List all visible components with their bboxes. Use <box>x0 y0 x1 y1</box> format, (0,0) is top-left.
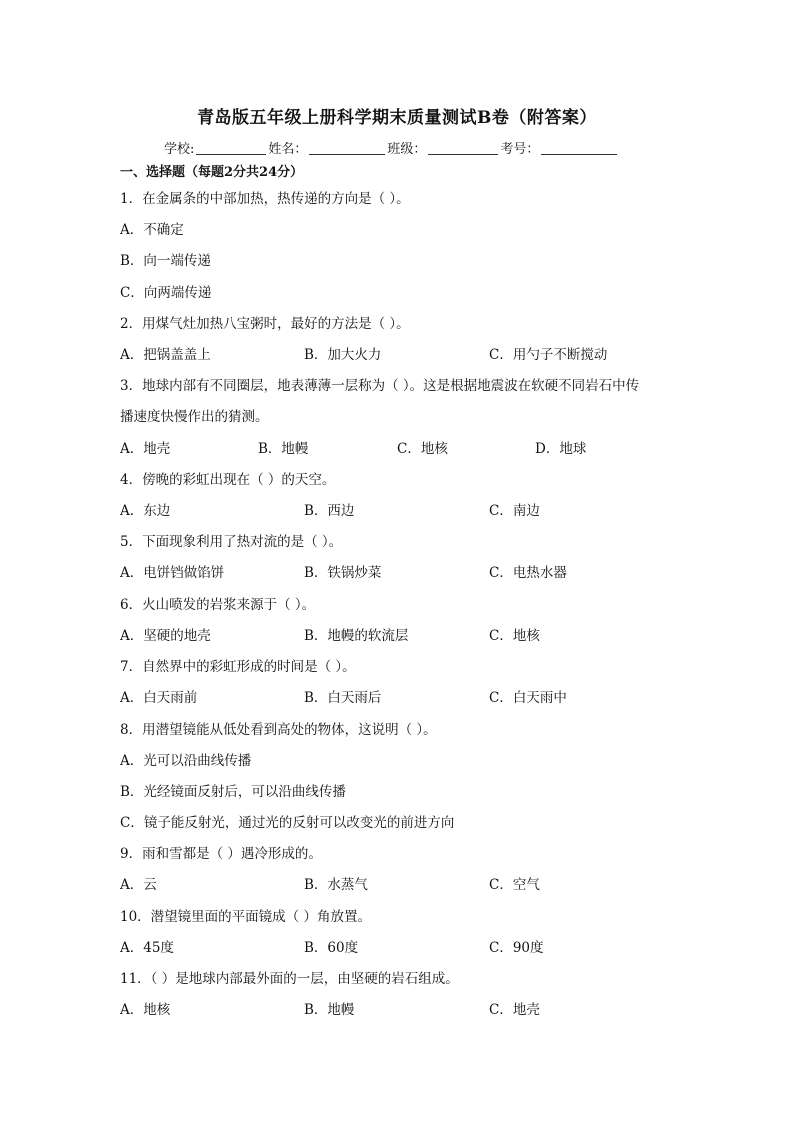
options-2 <box>120 343 720 361</box>
name-blank <box>309 141 385 155</box>
options-3 <box>120 437 720 455</box>
question-5: 5．下面现象利用了热对流的是（ ）。 <box>120 534 343 550</box>
option-6c: C．地核 <box>489 628 540 644</box>
option-3d: D．地球 <box>535 441 587 457</box>
option-8b: B．光经镜面反射后，可以沿曲线传播 <box>120 784 346 800</box>
page-title: 青岛版五年级上册科学期末质量测试B卷（附答案） <box>197 108 597 128</box>
question-4: 4．傍晚的彩虹出现在（ ）的天空。 <box>120 472 336 488</box>
option-4a: A．东边 <box>120 503 171 519</box>
option-9a: A．云 <box>120 877 157 893</box>
class-blank <box>428 141 498 155</box>
option-2c: C．用勺子不断搅动 <box>489 347 608 363</box>
option-10c: C．90度 <box>489 940 544 956</box>
option-5b: B．铁锅炒菜 <box>304 565 382 581</box>
question-9: 9．雨和雪都是（ ）遇冷形成的。 <box>120 846 322 862</box>
question-2: 2．用煤气灶加热八宝粥时，最好的方法是（ ）。 <box>120 316 410 332</box>
option-11b: B．地幔 <box>304 1002 355 1018</box>
options-10 <box>120 936 720 954</box>
class-label: 班级： <box>387 142 427 157</box>
option-9b: B．水蒸气 <box>304 877 368 893</box>
option-11a: A．地核 <box>120 1002 171 1018</box>
option-4c: C．南边 <box>489 503 540 519</box>
option-6a: A．坚硬的地壳 <box>120 628 211 644</box>
question-1: 1．在金属条的中部加热，热传递的方向是（ ）。 <box>120 191 410 207</box>
option-1c: C．向两端传递 <box>120 285 212 301</box>
option-8a: A．光可以沿曲线传播 <box>120 753 252 769</box>
question-3-cont: 播速度快慢作出的猜测。 <box>120 409 269 425</box>
option-11c: C．地壳 <box>489 1002 540 1018</box>
name-label: 姓名： <box>268 142 308 157</box>
option-3b: B．地幔 <box>258 441 309 457</box>
option-2b: B．加大火力 <box>304 347 382 363</box>
option-10b: B．60度 <box>304 940 359 956</box>
option-5c: C．电热水器 <box>489 565 567 581</box>
option-7b: B．白天雨后 <box>304 690 382 706</box>
school-label: 学校: <box>164 142 195 157</box>
options-4 <box>120 499 720 517</box>
option-3a: A．地壳 <box>120 441 171 457</box>
school-blank <box>196 141 266 155</box>
question-3: 3．地球内部有不同圈层，地表薄薄一层称为（ ）。这是根据地震波在软硬不同岩石中传 <box>120 378 640 394</box>
options-5 <box>120 561 720 579</box>
option-10a: A．45度 <box>120 940 174 956</box>
option-3c: C．地核 <box>397 441 448 457</box>
option-6b: B．地幔的软流层 <box>304 628 409 644</box>
exam-no-blank <box>541 141 617 155</box>
question-8: 8．用潜望镜能从低处看到高处的物体，这说明（ ）。 <box>120 722 437 738</box>
options-11 <box>120 998 720 1016</box>
options-9 <box>120 873 720 891</box>
question-11: 11．（ ）是地球内部最外面的一层，由坚硬的岩石组成。 <box>120 971 459 987</box>
student-info-line <box>164 138 619 157</box>
question-6: 6．火山喷发的岩浆来源于（ ）。 <box>120 597 316 613</box>
option-7c: C．白天雨中 <box>489 690 567 706</box>
option-1b: B．向一端传递 <box>120 253 211 269</box>
option-4b: B．西边 <box>304 503 355 519</box>
question-7: 7．自然界中的彩虹形成的时间是（ ）。 <box>120 659 356 675</box>
options-6 <box>120 624 720 642</box>
options-7 <box>120 686 720 704</box>
option-5a: A．电饼铛做馅饼 <box>120 565 225 581</box>
option-8c: C．镜子能反射光，通过光的反射可以改变光的前进方向 <box>120 815 455 831</box>
option-1a: A．不确定 <box>120 222 184 238</box>
option-9c: C．空气 <box>489 877 540 893</box>
section-heading: 一、选择题（每题2分共24分） <box>120 165 304 180</box>
exam-no-label: 考号： <box>500 142 540 157</box>
question-10: 10．潜望镜里面的平面镜成（ ）角放置。 <box>120 909 371 925</box>
option-2a: A．把锅盖盖上 <box>120 347 211 363</box>
option-7a: A．白天雨前 <box>120 690 198 706</box>
